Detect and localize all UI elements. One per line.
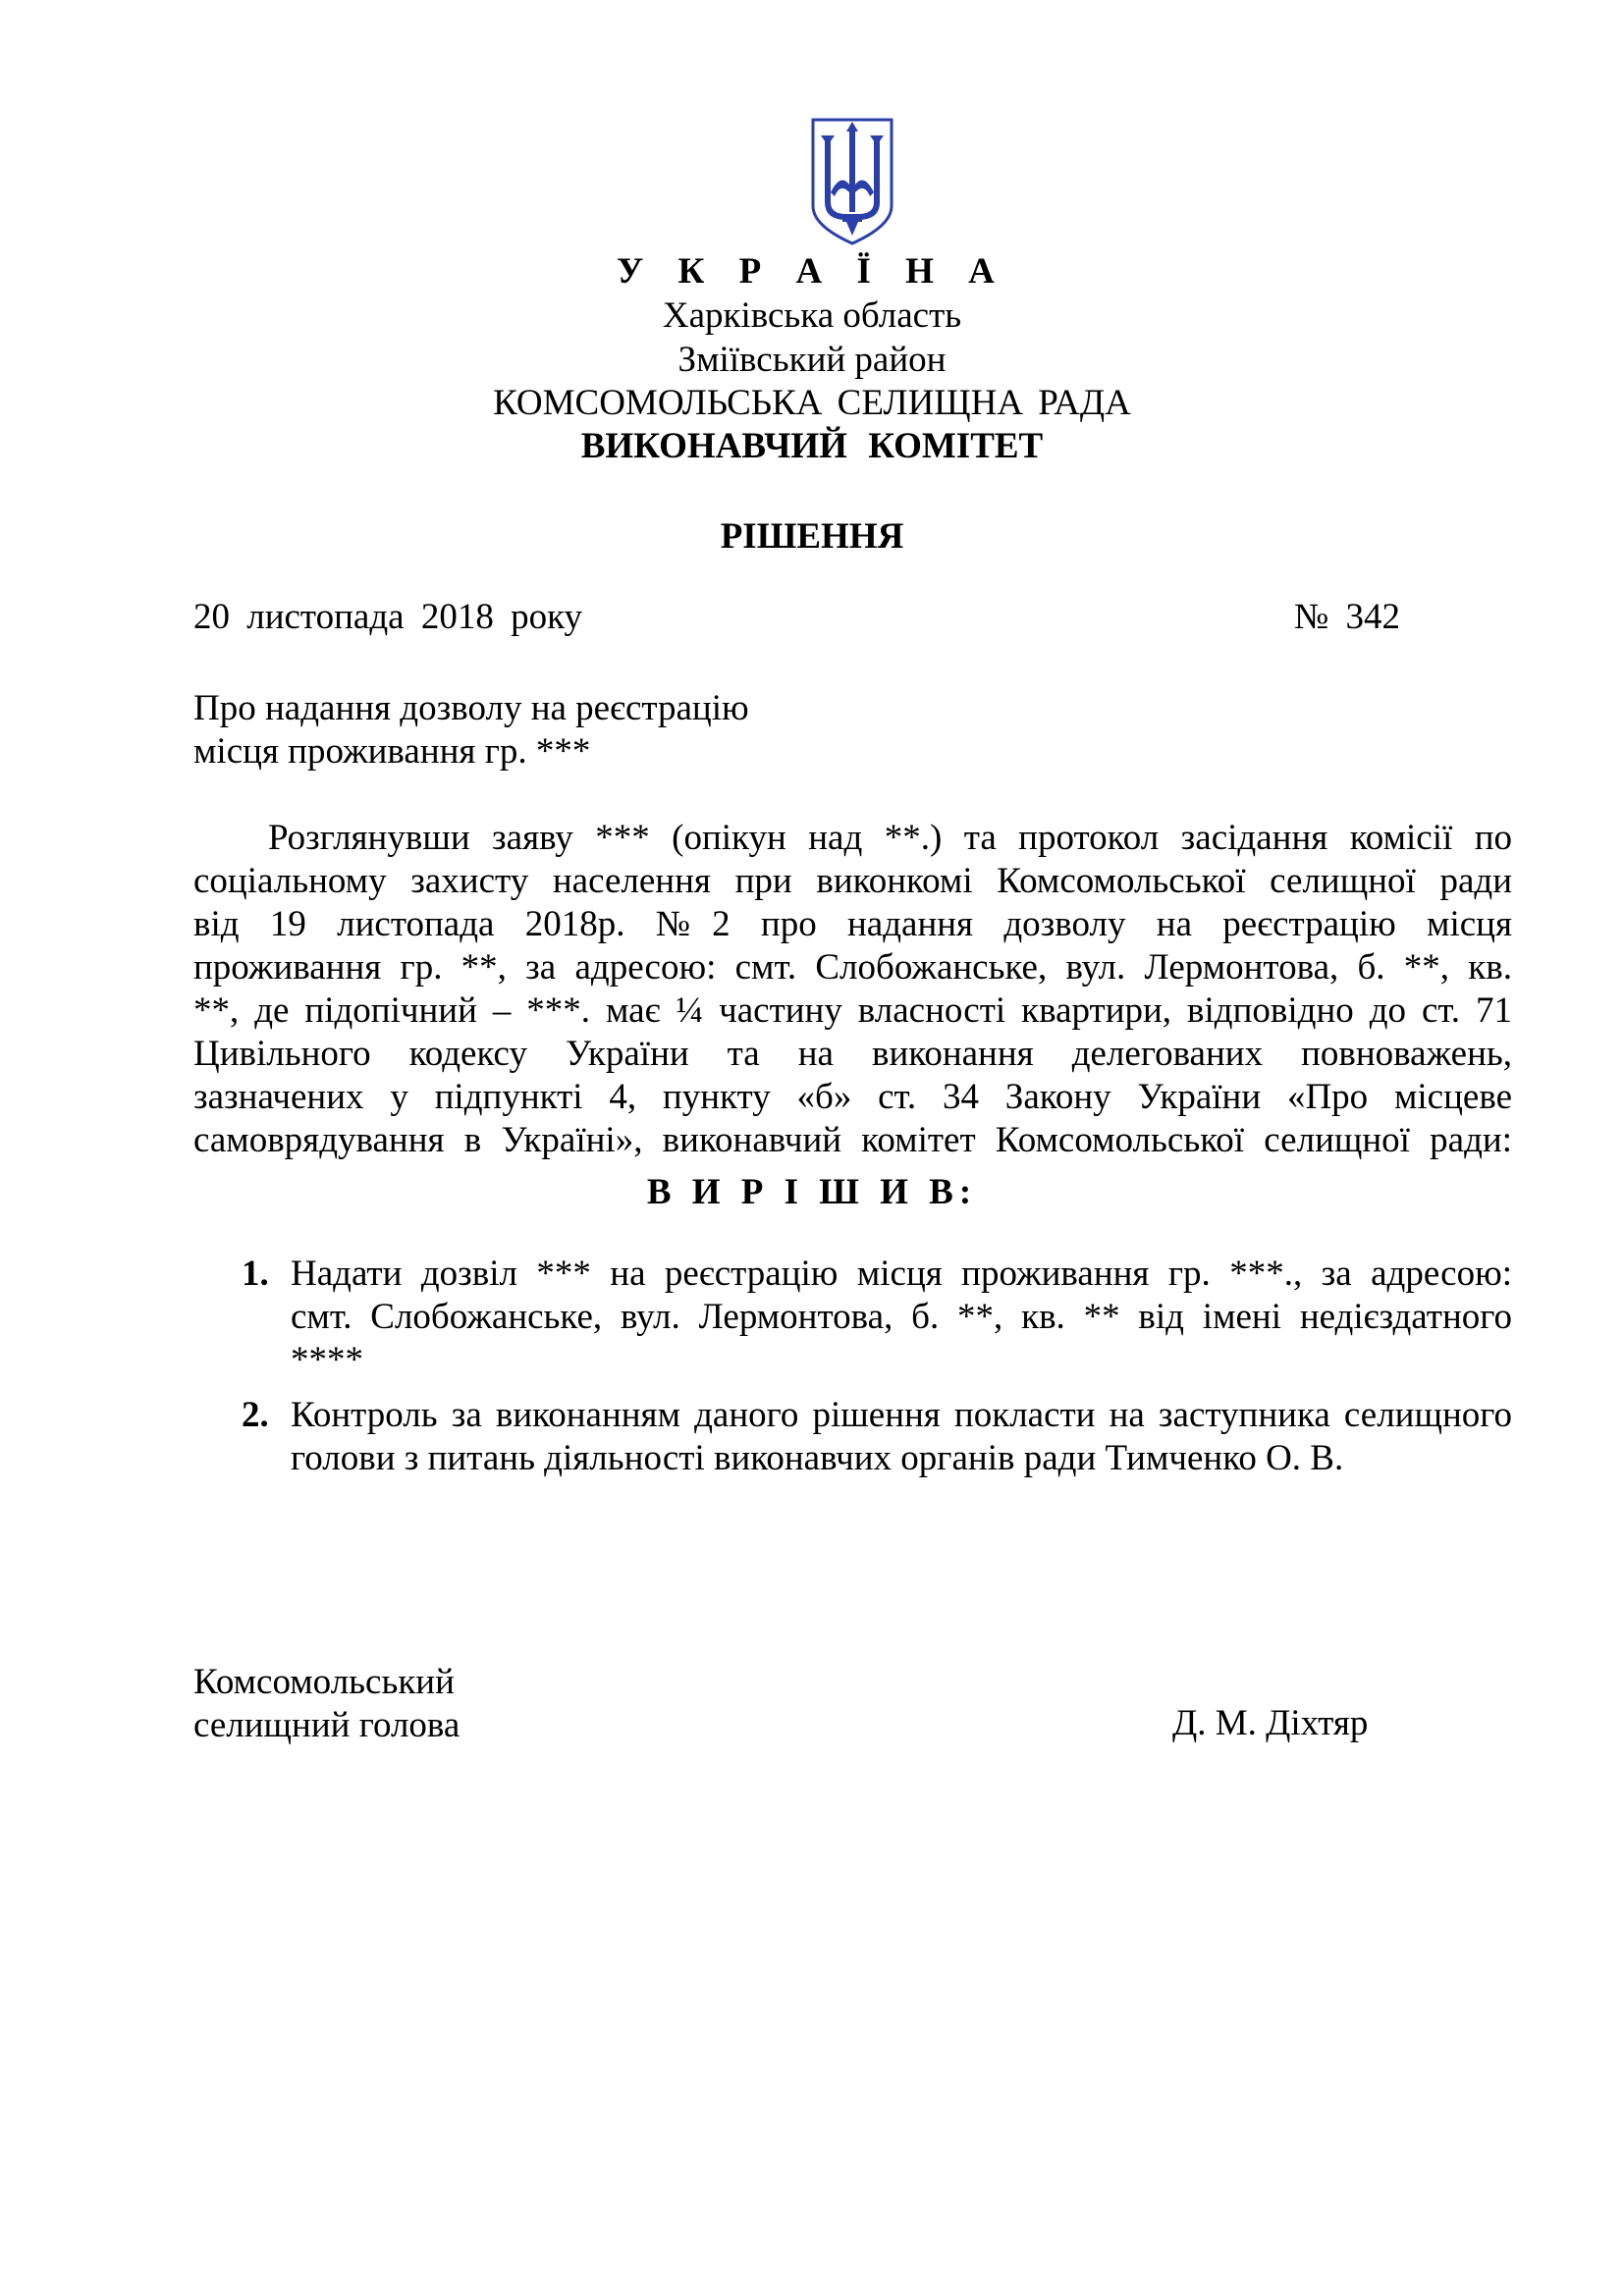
preamble-line: самоврядування в Україні», виконавчий комітет Комсомольської селищної ради: — [193, 1120, 1512, 1160]
preamble-line: **, де підопічний – ***. має ¼ частину власності квартири, відповідно до ст. 71 — [193, 990, 1512, 1031]
preamble-line: соціальному захисту населення при виконкомі Комсомольської селищної ради — [193, 861, 1512, 901]
preamble-line: проживання гр. **, за адресою: смт. Слобожанське, вул. Лермонтова, б. **, кв. — [193, 947, 1512, 988]
decision-item-number: 2. — [242, 1395, 269, 1435]
decision-item — [242, 1253, 1512, 1382]
document-type: РІШЕННЯ — [720, 516, 904, 557]
preamble-line: Розглянувши заяву *** (опікун над **.) та протокол засідання комісії по — [268, 818, 1512, 858]
preamble-paragraph — [193, 817, 1512, 1162]
country-name: У К Р А Ї Н А — [617, 251, 1007, 292]
decision-item-line: **** — [291, 1340, 363, 1380]
preamble-line: зазначених у підпункті 4, пункту «б» ст. 34 Закону України «Про місцеве — [193, 1077, 1512, 1117]
decision-subject — [193, 687, 749, 774]
preamble-line: від 19 листопада 2018р. №2 про надання дозволу на реєстрацію місця — [193, 904, 1512, 944]
decision-number: № 342 — [1294, 597, 1401, 637]
decision-item-line: голови з питань діяльності виконавчих органів ради Тимченко О. В. — [291, 1438, 1344, 1478]
subject-line: Про надання дозволу на реєстрацію — [193, 688, 749, 728]
committee-name: ВИКОНАВЧИЙ КОМІТЕТ — [580, 426, 1044, 466]
signatory-title — [193, 1661, 460, 1747]
decision-item-number: 1. — [242, 1254, 269, 1294]
decision-item — [242, 1394, 1512, 1480]
decision-list — [242, 1253, 1512, 1480]
council-name: КОМСОМОЛЬСЬКА СЕЛИЩНА РАДА — [493, 383, 1131, 423]
decision-item-line: Надати дозвіл *** на реєстрацію місця проживання гр. ***., за адресою: — [291, 1254, 1512, 1294]
subject-line: місця проживання гр. *** — [193, 731, 591, 772]
resolved-heading: В И Р І Ш И В: — [646, 1172, 978, 1212]
district-name: Зміївський район — [677, 340, 947, 380]
decision-item-line: смт. Слобожанське, вул. Лермонтова, б. **, кв. ** від імені недієздатного — [291, 1297, 1512, 1337]
region-name: Харківська область — [662, 295, 962, 336]
decision-date: 20 листопада 2018 року — [193, 597, 583, 637]
decision-item-line: Контроль за виконанням даного рішення покласти на заступника селищного — [291, 1395, 1512, 1435]
signatory-name: Д. М. Діхтяр — [1172, 1703, 1369, 1743]
signatory-title-line: Комсомольський — [193, 1662, 455, 1702]
coat-of-arms-icon — [807, 116, 897, 247]
preamble-line: Цивільного кодексу України та на виконання делегованих повноважень, — [193, 1034, 1512, 1074]
signatory-title-line: селищний голова — [193, 1705, 460, 1745]
